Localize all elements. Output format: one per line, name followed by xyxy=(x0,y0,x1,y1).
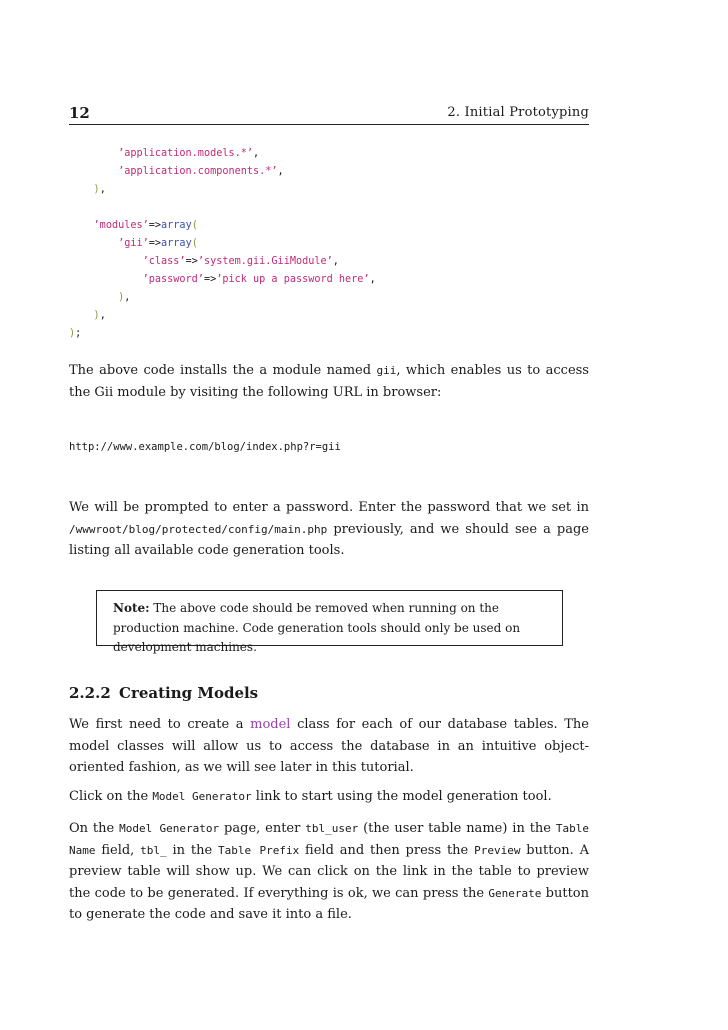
inline-code: tbl_user xyxy=(305,822,359,835)
page-header xyxy=(69,104,589,125)
code-token: , xyxy=(277,166,284,177)
text: We will be prompted to enter a password. Enter the password that we set in xyxy=(69,500,589,515)
text: Click on the xyxy=(69,789,153,804)
inline-code-path: /wwwroot/blog/protected/config/main.php xyxy=(69,522,328,536)
code-token: , xyxy=(369,274,376,285)
text: button. A preview table will show up. We can click on the link in the table to preview the code to be generated. If everything is ok, we can press the xyxy=(69,842,589,901)
text: in the xyxy=(166,842,219,858)
code-token: => xyxy=(203,274,217,285)
inline-code: Model Generator xyxy=(119,822,220,835)
code-token: ) xyxy=(93,184,100,195)
note-body: The above code should be removed when running on the production machine. Code generation tools should only be used on development machines. xyxy=(113,601,521,654)
code-token: ’gii’ xyxy=(118,238,149,249)
section-title: Creating Models xyxy=(119,684,259,702)
code-token xyxy=(69,274,143,285)
section-number: 2.2.2 xyxy=(69,684,111,702)
text: field and then press the xyxy=(299,842,475,858)
code-token xyxy=(69,310,94,321)
inline-code: Table Name xyxy=(69,822,589,857)
code-token: , xyxy=(253,148,260,159)
code-token: ) xyxy=(118,292,125,303)
code-line xyxy=(69,184,106,195)
running-head: 2. Initial Prototyping xyxy=(447,105,589,120)
text: previously, and we should see a page listing all available code generation tools. xyxy=(69,521,589,559)
inline-code: Table Prefix xyxy=(218,843,300,857)
code-token: ’modules’ xyxy=(93,220,149,231)
code-token: ; xyxy=(75,328,82,339)
code-line xyxy=(69,274,376,285)
code-token: ’application.models.*’ xyxy=(118,148,254,159)
code-token xyxy=(69,220,94,231)
code-token: ’application.components.*’ xyxy=(118,166,278,177)
code-token: ’system.gii.GiiModule’ xyxy=(197,256,333,267)
inline-code: gii xyxy=(376,364,397,377)
code-token: , xyxy=(332,256,339,267)
code-token: => xyxy=(185,256,198,267)
gii-url: http://www.example.com/blog/index.php?r=gii xyxy=(69,441,341,453)
paragraph-models xyxy=(69,714,589,779)
code-token xyxy=(69,148,118,159)
code-token: , xyxy=(124,292,131,303)
code-token xyxy=(69,166,118,177)
code-line xyxy=(69,256,339,267)
code-token: => xyxy=(148,220,162,231)
code-line xyxy=(69,166,284,177)
inline-code: Preview xyxy=(474,843,521,857)
code-token: ( xyxy=(191,238,198,249)
code-token: ) xyxy=(69,328,76,339)
code-token: ’pick up a password here’ xyxy=(216,274,370,285)
inline-code: tbl_ xyxy=(140,843,167,857)
code-token xyxy=(69,292,118,303)
text: class for each of our database tables. The model classes will allow us to access the database in an intuitive object-oriented fashion, as we will see later in this tutorial. xyxy=(69,717,590,776)
code-line xyxy=(69,292,130,303)
code-block xyxy=(69,145,376,343)
text: button to generate the code and save it into a file. xyxy=(69,885,589,923)
paragraph-password xyxy=(69,497,589,562)
code-line xyxy=(69,148,259,159)
text: field, xyxy=(95,842,141,858)
code-line xyxy=(69,310,106,321)
note-box xyxy=(96,590,563,654)
code-token: ( xyxy=(191,220,198,231)
code-token: array xyxy=(161,220,192,231)
model-link[interactable]: model xyxy=(250,717,291,732)
code-token: => xyxy=(148,238,162,249)
inline-code: Generate xyxy=(488,886,542,900)
code-token xyxy=(69,184,94,195)
section-heading xyxy=(69,684,258,702)
text: We first need to create a xyxy=(69,717,251,732)
paragraph-model-generator-steps xyxy=(69,818,589,926)
inline-code: Model Generator xyxy=(152,790,252,803)
code-token: ’password’ xyxy=(142,274,204,285)
page-number: 12 xyxy=(69,104,90,122)
code-token: , xyxy=(99,184,106,195)
code-token: ’class’ xyxy=(142,256,186,267)
code-line xyxy=(69,328,81,339)
code-token: array xyxy=(161,238,192,249)
text: page, enter xyxy=(219,821,306,836)
paragraph-gii-intro xyxy=(69,360,589,403)
paragraph-click-model-generator xyxy=(69,786,589,808)
text: , which enables us to access the Gii module by visiting the following URL in browser: xyxy=(69,363,589,400)
text: On the xyxy=(69,821,120,836)
text: (the user table name) in the xyxy=(358,821,556,836)
code-token xyxy=(69,256,143,267)
code-line xyxy=(69,238,198,249)
text: link to start using the model generation tool. xyxy=(251,789,552,804)
note-label: Note: xyxy=(113,601,150,615)
code-token xyxy=(69,238,118,249)
code-line xyxy=(69,220,198,231)
text: The above code installs the a module named xyxy=(69,363,377,378)
code-token: , xyxy=(99,310,106,321)
note-text xyxy=(113,599,553,658)
code-token: ) xyxy=(93,310,100,321)
